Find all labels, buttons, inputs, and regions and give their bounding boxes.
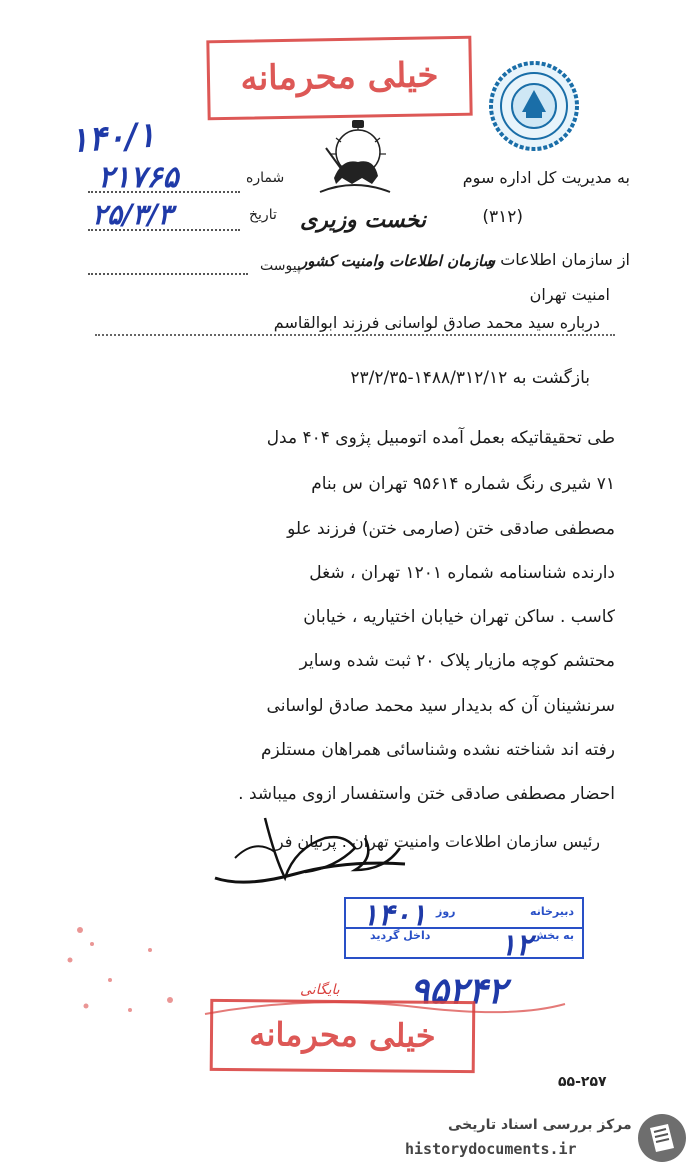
reference-line: بازگشت به ۱۴۸۸/۳۱۲/۱۲-۲۳/۲/۳۵ [350, 368, 590, 388]
classification-stamp-bottom: خیلی محرمانه [210, 999, 476, 1073]
body-line: کاسب . ساکن تهران خیابان اختیاریه ، خیابان [303, 607, 615, 627]
received-stamp-secretariat: دبیرخانه [530, 905, 574, 918]
classification-stamp-top: خیلی محرمانه [206, 36, 472, 121]
watermark-title: مرکز بررسی اسناد تاریخی [448, 1117, 632, 1133]
handwritten-received-day: ۱۲ [500, 928, 533, 963]
handwritten-received-number: ۱۴۰۱ [362, 898, 427, 933]
date-label: تاریخ [249, 207, 277, 223]
handwritten-mark: ۱۴۰/۱ [68, 115, 157, 161]
body-line: طی تحقیقاتیکه بعمل آمده اتومبیل پژوی ۴۰۴ مدل [266, 428, 615, 448]
attachment-label: پیوست [260, 258, 301, 274]
body-line: احضار مصطفی صادقی ختن واستفسار ازوی میباشد . [238, 784, 615, 804]
received-stamp-registered: داخل گردید [370, 929, 431, 942]
attachment-dotted-line [88, 272, 248, 275]
received-stamp-delivered: به بخش [531, 929, 574, 942]
body-line: مصطفی صادقی ختن (صارمی ختن) فرزند علو [287, 519, 615, 539]
recipient-line: به مدیریت کل اداره سوم [462, 168, 630, 187]
office-code: (۳۱۲) [482, 207, 523, 227]
sender-organization: سازمان اطلاعات وامنیت کشور [300, 252, 496, 270]
body-line: رفته اند شناخته نشده وشناسائی همراهان مستلزم [261, 740, 615, 760]
signature-icon [205, 808, 415, 898]
handwritten-number: ۲۱۷۶۵ [98, 160, 179, 195]
body-line: دارنده شناسنامه شماره ۱۲۰۱ تهران ، شغل [309, 563, 615, 583]
received-stamp-day: روز [436, 905, 456, 918]
body-line: ۷۱ شیری رنگ شماره ۹۵۶۱۴ تهران س بنام [311, 474, 615, 494]
archive-logo-icon [636, 1112, 688, 1164]
lion-and-sun-emblem-icon [312, 118, 396, 202]
number-label: شماره [246, 170, 285, 186]
subject-dotted-underline [95, 334, 615, 336]
body-line: سرنشینان آن که بدیدار سید محمد صادق لواسانی [266, 696, 615, 716]
body-line: محتشم کوچه مازیار پلاک ۲۰ ثبت شده وسایر [299, 651, 615, 671]
seal-icon [488, 60, 580, 152]
sender-line: از سازمان اطلاعات و [487, 250, 630, 269]
sender-city: امنیت تهران [529, 285, 610, 304]
archive-label: بایگانی [300, 982, 340, 998]
document-code: ۵۵-۲۵۷ [558, 1074, 607, 1090]
subject-line: درباره سید محمد صادق لواسانی فرزند ابوالقاسم [273, 313, 600, 332]
red-ink-marks [50, 910, 200, 1030]
watermark-url: historydocuments.ir [405, 1140, 577, 1158]
signatory-line: رئیس سازمان اطلاعات وامنیت تهران . پرنیان فر [275, 832, 600, 851]
handwritten-date: ۲۵/۳/۳ [92, 198, 173, 231]
handwritten-archive-number: ۹۵۲۴۲ [410, 970, 507, 1012]
ministry-title: نخست وزیری [300, 207, 426, 233]
